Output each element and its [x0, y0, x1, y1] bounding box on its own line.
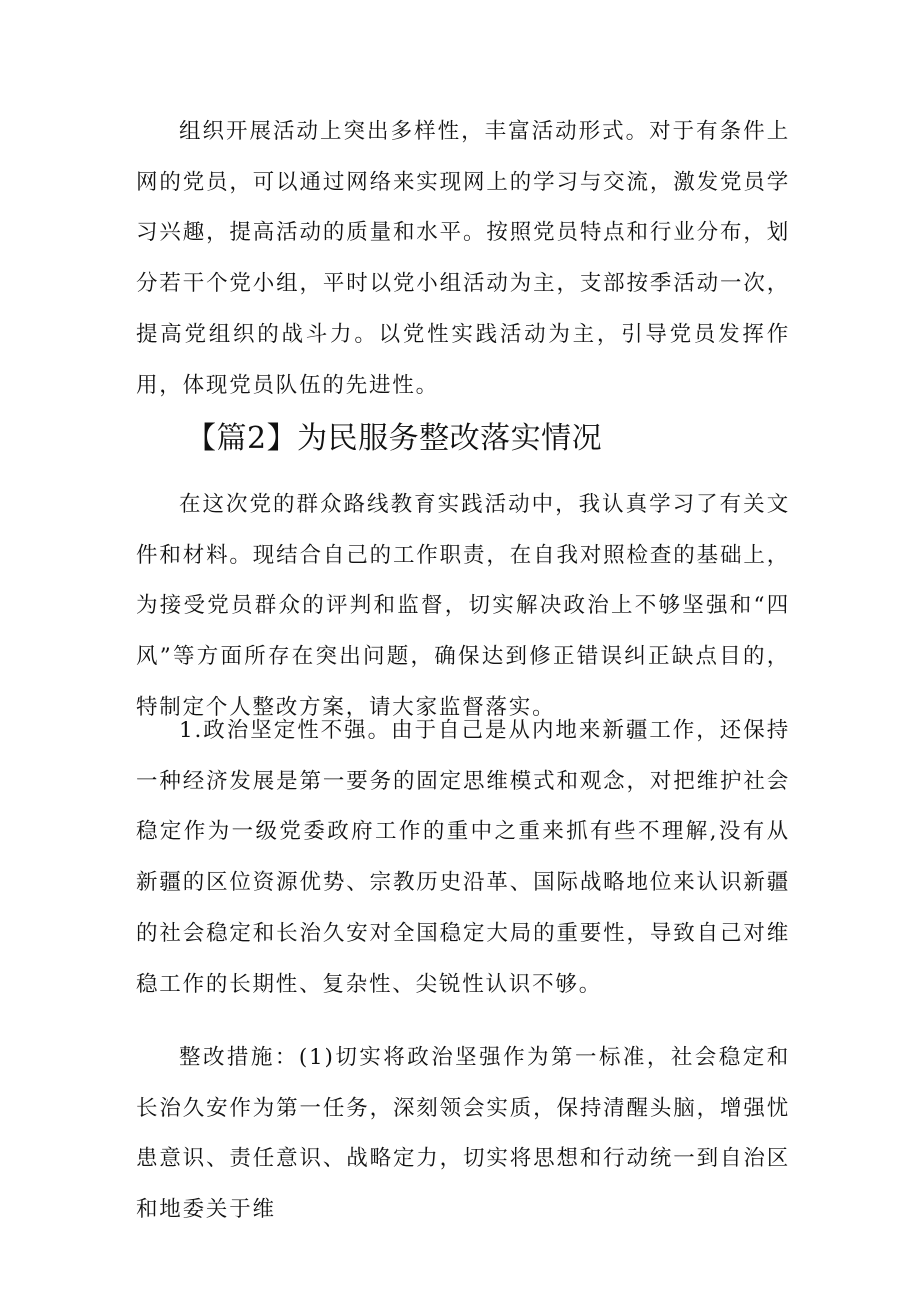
paragraph-rectification-measures: 整改措施：(1)切实将政治坚强作为第一标准，社会稳定和长治久安作为第一任务，深刻领会实质，保持清醒头脑，增强忧患意识、责任意识、战略定力，切实将思想和行动统一到自治区和地委关于维: [136, 1045, 790, 1223]
paragraph-introduction: 在这次党的群众路线教育实践活动中，我认真学习了有关文件和材料。现结合自己的工作职责，在自我对照检查的基础上，为接受党员群众的评判和监督，切实解决政治上不够坚强和“四风”等方面所存在突出问题，确保达到修正错误纠正缺点目的，特制定个人整改方案，请大家监督落实。: [136, 492, 790, 720]
section-title: 【篇2】为民服务整改落实情况: [186, 421, 603, 456]
paragraph-political-firmness: 1.政治坚定性不强。由于自己是从内地来新疆工作，还保持一种经济发展是第一要务的固定思维模式和观念，对把维护社会稳定作为一级党委政府工作的重中之重来抓有些不理解,没有从新疆的区位资源优势、宗教历史沿革、国际战略地位来认识新疆的社会稳定和长治久安对全国稳定大局的重要性，导致自己对维稳工作的长期性、复杂性、尖锐性认识不够。: [136, 718, 790, 997]
paragraph-activities: 组织开展活动上突出多样性，丰富活动形式。对于有条件上网的党员，可以通过网络来实现网上的学习与交流，激发党员学习兴趣，提高活动的质量和水平。按照党员特点和行业分布，划分若干个党小组，平时以党小组活动为主，支部按季活动一次，提高党组织的战斗力。以党性实践活动为主，引导党员发挥作用，体现党员队伍的先进性。: [136, 119, 790, 398]
